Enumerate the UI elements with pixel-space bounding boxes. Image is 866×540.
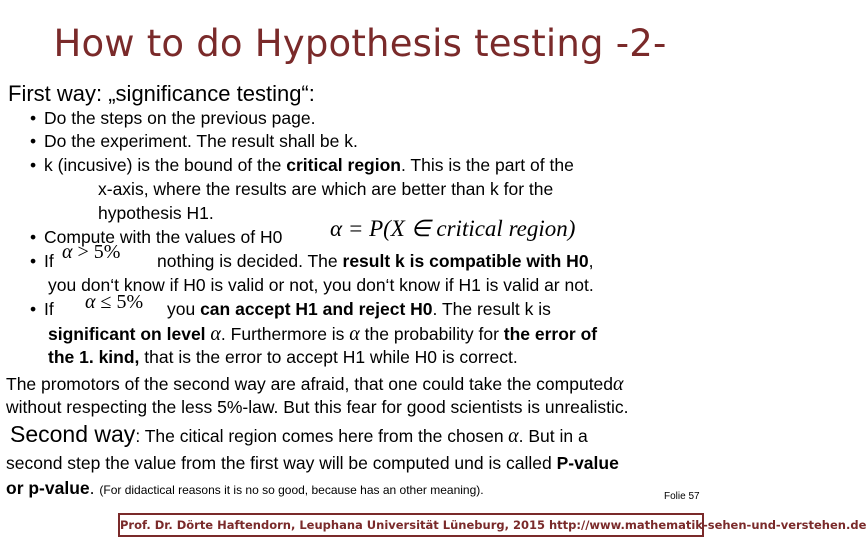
slide-number: Folie 57 [664,491,700,502]
bullet-dot: • [30,299,37,319]
alpha-symbol: α [349,323,360,345]
bullet-dot: • [30,227,37,247]
condition-text: ≤ 5% [100,291,144,313]
second-way-text: second step the value from the first way will be computed und is called [6,453,557,473]
bullet-dot: • [30,155,37,175]
bullet-6-text: you [167,299,201,319]
bullet-1 [30,108,315,129]
period: . [89,478,100,498]
bullet-6 [30,299,54,320]
didactical-note: (For didactical reasons it is no so good, because has an other meaning). [99,483,484,497]
bullet-6-line-2 [48,323,597,346]
second-way-text-end: . But in a [518,426,588,446]
bullet-dot: • [30,131,37,151]
alpha-symbol: α [613,373,624,395]
second-way-heading: Second way [10,421,136,447]
alpha-formula [330,216,575,242]
alpha-symbol: α [210,323,221,345]
first-kind-term: the 1. kind, [48,347,140,367]
alpha-symbol: α [62,241,73,263]
alpha-symbol: α [85,291,96,313]
p-value-term: P-value [556,453,619,473]
bullet-6-text-end: . The result k is [432,299,551,319]
bullet-5-comma: , [588,251,594,271]
significant-level-term: significant on level [48,324,206,344]
bullet-3-line-3: hypothesis H1. [98,203,214,223]
bullet-dot: • [30,251,37,271]
second-way-line-2 [6,453,619,474]
first-way-heading: First way: „significance testing“: [8,81,315,106]
promotors-paragraph-line-1 [6,373,624,396]
bullet-3-text: k (incusive) is the bound of the [44,155,287,175]
second-way-line-1 [10,421,588,448]
error-term: the error of [503,324,598,344]
alpha-symbol: α [330,216,343,241]
accept-h1-term: can accept H1 and reject H0 [200,299,433,319]
furthermore-text: . Furthermore is [220,324,345,344]
footer: Prof. Dr. Dörte Haftendorn, Leuphana Universität Lüneburg, 2015 http://www.mathematik-sehen-und-verstehen.de [118,513,704,537]
bullet-5 [30,251,54,272]
p-value-lower-term: or p-value [6,478,90,498]
bullet-6-rest [167,299,551,320]
bullet-5-text: nothing is decided. The [157,251,343,271]
bullet-4-text: Compute with the values of H0 [44,227,283,247]
promotors-paragraph-line-2: without respecting the less 5%-law. But this fear for good scientists is unrealistic. [6,397,629,417]
condition-text: > 5% [77,241,121,263]
bullet-6-line-3 [48,347,518,368]
second-way-text: : The citical region comes here from the chosen [135,426,504,446]
bullet-3 [30,155,574,176]
second-way-line-3 [6,478,484,499]
page-title: How to do Hypothesis testing -2- [53,22,667,65]
alpha-symbol: α [508,425,519,447]
bullet-2 [30,131,358,152]
bullet-dot: • [30,108,37,128]
bullet-1-text: Do the steps on the previous page. [44,108,316,128]
bullet-5-line-2: you don‘t know if H0 is valid or not, you don‘t know if H1 is valid ar not. [48,275,594,295]
bullet-3-text-end: . This is the part of the [400,155,574,175]
result-compatible-term: result k is compatible with H0 [342,251,589,271]
bullet-5-rest [157,251,593,272]
critical-region-term: critical region [286,155,401,175]
condition-alpha-le-5 [85,291,143,314]
bullet-3-line-2: x-axis, where the results are which are better than k for the [98,179,554,199]
formula-rhs: = P(X ∈ critical region) [347,216,576,241]
promotors-text: The promotors of the second way are afraid, that one could take the computed [6,374,614,394]
bullet-5-if: If [44,251,54,271]
first-kind-text: that is the error to accept H1 while H0 is correct. [139,347,518,367]
probability-text: the probability for [364,324,504,344]
bullet-2-text: Do the experiment. The result shall be k. [44,131,358,151]
condition-alpha-gt-5 [62,241,120,264]
bullet-6-if: If [44,299,54,319]
